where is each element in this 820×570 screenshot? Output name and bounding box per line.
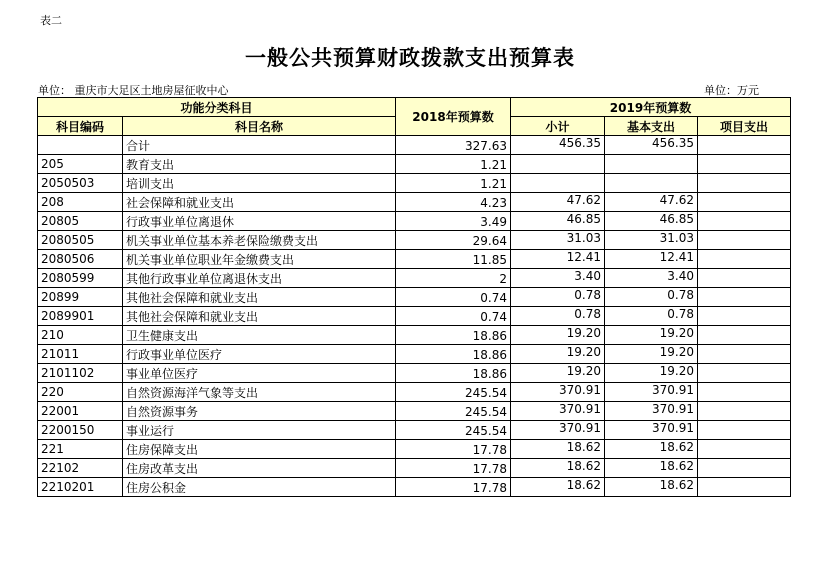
prev-year-cell: 3.49 <box>396 212 511 231</box>
prev-year-cell: 1.21 <box>396 174 511 193</box>
name-cell: 自然资源事务 <box>123 402 396 421</box>
name-cell: 住房改革支出 <box>123 459 396 478</box>
prev-year-cell: 327.63 <box>396 136 511 155</box>
code-cell: 2080506 <box>38 250 123 269</box>
basic-cell: 0.78 <box>605 307 698 326</box>
prev-year-header: 2018年预算数 <box>396 98 511 136</box>
project-cell <box>698 288 791 307</box>
project-cell <box>698 250 791 269</box>
name-cell: 教育支出 <box>123 155 396 174</box>
code-cell: 2200150 <box>38 421 123 440</box>
table-number: 表二 <box>40 14 62 27</box>
project-cell <box>698 193 791 212</box>
prev-year-cell: 18.86 <box>396 364 511 383</box>
table-row <box>38 421 791 440</box>
project-cell <box>698 440 791 459</box>
basic-cell: 19.20 <box>605 364 698 383</box>
page-title: 一般公共预算财政拨款支出预算表 <box>245 45 575 70</box>
project-cell <box>698 269 791 288</box>
code-cell: 220 <box>38 383 123 402</box>
table-row <box>38 364 791 383</box>
subtotal-cell: 3.40 <box>511 269 605 288</box>
code-cell: 208 <box>38 193 123 212</box>
subtotal-cell: 0.78 <box>511 288 605 307</box>
code-cell: 22001 <box>38 402 123 421</box>
prev-year-cell: 245.54 <box>396 383 511 402</box>
prev-year-cell: 1.21 <box>396 155 511 174</box>
table-row <box>38 212 791 231</box>
name-cell: 事业单位医疗 <box>123 364 396 383</box>
subtotal-cell: 370.91 <box>511 421 605 440</box>
subtotal-cell: 19.20 <box>511 326 605 345</box>
name-cell: 社会保障和就业支出 <box>123 193 396 212</box>
prev-year-cell: 245.54 <box>396 421 511 440</box>
prev-year-cell: 0.74 <box>396 307 511 326</box>
basic-cell: 19.20 <box>605 345 698 364</box>
code-cell: 205 <box>38 155 123 174</box>
project-cell <box>698 307 791 326</box>
subtotal-cell: 46.85 <box>511 212 605 231</box>
code-cell: 20805 <box>38 212 123 231</box>
code-cell: 2101102 <box>38 364 123 383</box>
name-cell: 自然资源海洋气象等支出 <box>123 383 396 402</box>
name-cell: 培训支出 <box>123 174 396 193</box>
table-row <box>38 383 791 402</box>
subtotal-cell: 456.35 <box>511 136 605 155</box>
project-cell <box>698 136 791 155</box>
prev-year-cell: 2 <box>396 269 511 288</box>
basic-cell: 46.85 <box>605 212 698 231</box>
name-cell: 事业运行 <box>123 421 396 440</box>
header-row-1 <box>38 98 791 117</box>
basic-cell: 31.03 <box>605 231 698 250</box>
table-row <box>38 136 791 155</box>
cur-year-header: 2019年预算数 <box>511 98 791 117</box>
prev-year-cell: 0.74 <box>396 288 511 307</box>
table-row <box>38 440 791 459</box>
project-header: 项目支出 <box>698 117 791 136</box>
name-cell: 其他社会保障和就业支出 <box>123 288 396 307</box>
code-cell <box>38 136 123 155</box>
table-row <box>38 478 791 497</box>
basic-cell: 19.20 <box>605 326 698 345</box>
basic-cell <box>605 174 698 193</box>
subtotal-cell: 47.62 <box>511 193 605 212</box>
prev-year-cell: 18.86 <box>396 345 511 364</box>
subtotal-cell <box>511 174 605 193</box>
basic-cell: 18.62 <box>605 478 698 497</box>
code-cell: 2210201 <box>38 478 123 497</box>
project-cell <box>698 174 791 193</box>
name-cell: 其他行政事业单位离退休支出 <box>123 269 396 288</box>
code-cell: 2080505 <box>38 231 123 250</box>
func-group-header: 功能分类科目 <box>38 98 396 117</box>
basic-cell: 18.62 <box>605 440 698 459</box>
table-row <box>38 250 791 269</box>
table-row <box>38 326 791 345</box>
code-cell: 2050503 <box>38 174 123 193</box>
subtotal-cell: 18.62 <box>511 440 605 459</box>
basic-header: 基本支出 <box>605 117 698 136</box>
name-cell: 机关事业单位基本养老保险缴费支出 <box>123 231 396 250</box>
project-cell <box>698 421 791 440</box>
prev-year-cell: 245.54 <box>396 402 511 421</box>
name-cell: 住房保障支出 <box>123 440 396 459</box>
project-cell <box>698 478 791 497</box>
project-cell <box>698 326 791 345</box>
subtotal-cell: 18.62 <box>511 459 605 478</box>
basic-cell <box>605 155 698 174</box>
project-cell <box>698 383 791 402</box>
table-row <box>38 345 791 364</box>
basic-cell: 370.91 <box>605 383 698 402</box>
subtotal-cell: 19.20 <box>511 345 605 364</box>
prev-year-cell: 17.78 <box>396 459 511 478</box>
subtotal-cell <box>511 155 605 174</box>
currency-unit-label: 单位：万元 <box>704 84 759 97</box>
code-cell: 20899 <box>38 288 123 307</box>
code-cell: 22102 <box>38 459 123 478</box>
subtotal-cell: 370.91 <box>511 383 605 402</box>
table-row <box>38 174 791 193</box>
project-cell <box>698 459 791 478</box>
code-cell: 221 <box>38 440 123 459</box>
subtotal-header: 小计 <box>511 117 605 136</box>
code-cell: 2089901 <box>38 307 123 326</box>
table-row <box>38 269 791 288</box>
subtotal-cell: 18.62 <box>511 478 605 497</box>
basic-cell: 18.62 <box>605 459 698 478</box>
project-cell <box>698 155 791 174</box>
table-row <box>38 459 791 478</box>
project-cell <box>698 364 791 383</box>
basic-cell: 47.62 <box>605 193 698 212</box>
name-cell: 合计 <box>123 136 396 155</box>
subtotal-cell: 370.91 <box>511 402 605 421</box>
basic-cell: 12.41 <box>605 250 698 269</box>
table-row <box>38 193 791 212</box>
project-cell <box>698 231 791 250</box>
subtotal-cell: 0.78 <box>511 307 605 326</box>
code-cell: 21011 <box>38 345 123 364</box>
name-cell: 机关事业单位职业年金缴费支出 <box>123 250 396 269</box>
subtotal-cell: 31.03 <box>511 231 605 250</box>
name-cell: 其他社会保障和就业支出 <box>123 307 396 326</box>
prev-year-cell: 4.23 <box>396 193 511 212</box>
table-row <box>38 402 791 421</box>
project-cell <box>698 345 791 364</box>
unit-label: 单位： 重庆市大足区土地房屋征收中心 <box>38 84 229 97</box>
name-header: 科目名称 <box>123 117 396 136</box>
project-cell <box>698 212 791 231</box>
name-cell: 住房公积金 <box>123 478 396 497</box>
basic-cell: 456.35 <box>605 136 698 155</box>
subtotal-cell: 19.20 <box>511 364 605 383</box>
code-cell: 210 <box>38 326 123 345</box>
subtotal-cell: 12.41 <box>511 250 605 269</box>
table-row <box>38 231 791 250</box>
table-row <box>38 155 791 174</box>
basic-cell: 370.91 <box>605 421 698 440</box>
basic-cell: 3.40 <box>605 269 698 288</box>
prev-year-cell: 29.64 <box>396 231 511 250</box>
prev-year-cell: 17.78 <box>396 440 511 459</box>
prev-year-cell: 11.85 <box>396 250 511 269</box>
code-cell: 2080599 <box>38 269 123 288</box>
table-row <box>38 307 791 326</box>
prev-year-cell: 17.78 <box>396 478 511 497</box>
name-cell: 行政事业单位医疗 <box>123 345 396 364</box>
name-cell: 行政事业单位离退休 <box>123 212 396 231</box>
name-cell: 卫生健康支出 <box>123 326 396 345</box>
project-cell <box>698 402 791 421</box>
code-header: 科目编码 <box>38 117 123 136</box>
prev-year-cell: 18.86 <box>396 326 511 345</box>
table-row <box>38 288 791 307</box>
basic-cell: 0.78 <box>605 288 698 307</box>
basic-cell: 370.91 <box>605 402 698 421</box>
budget-table <box>37 97 791 497</box>
